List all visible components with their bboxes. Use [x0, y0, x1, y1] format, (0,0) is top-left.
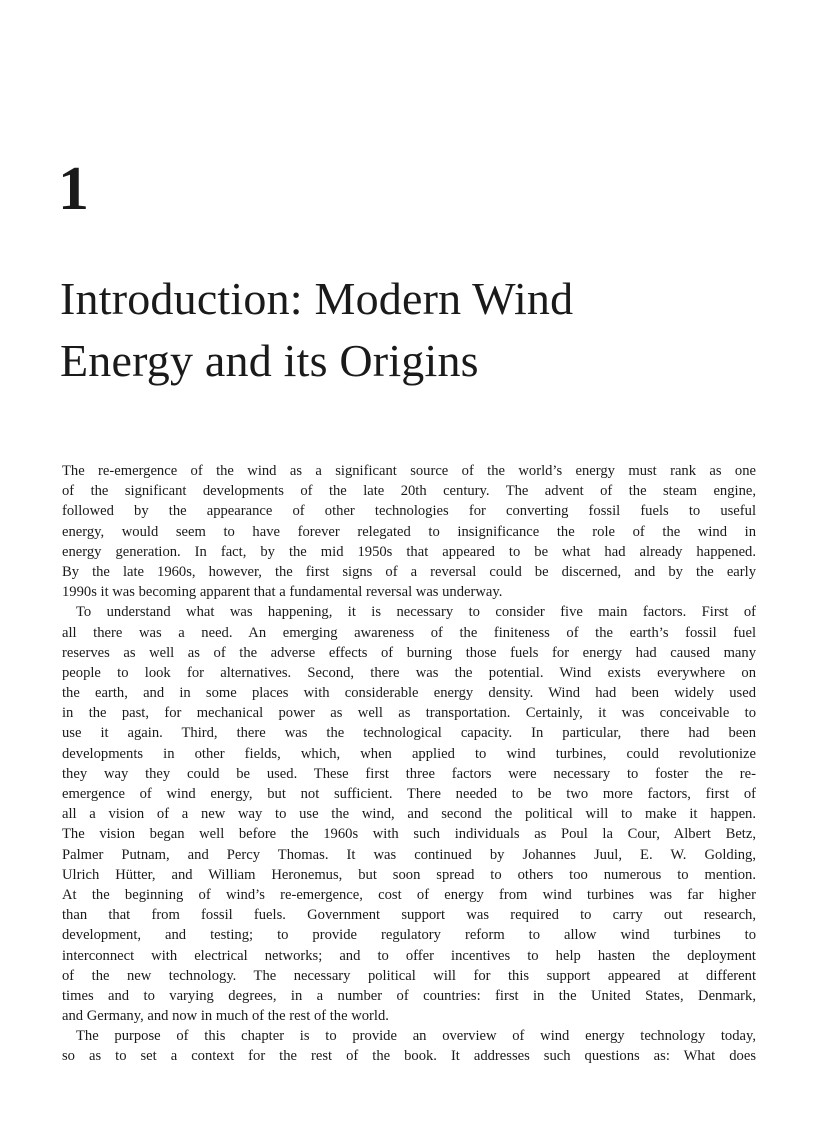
body-line: The vision began well before the 1960s with such individuals as Poul la Cour, Albert Betz,: [62, 826, 756, 843]
body-line: the earth, and in some places with considerable energy density. Wind had been widely used: [62, 685, 756, 702]
body-line: The purpose of this chapter is to provide an overview of wind energy technology today,: [76, 1028, 756, 1045]
body-line: developments in other fields, which, when applied to wind turbines, could revolutionize: [62, 745, 756, 762]
body-line: To understand what was happening, it is necessary to consider five main factors. First of: [76, 604, 756, 621]
body-line: The re-emergence of the wind as a significant source of the world’s energy must rank as one: [62, 463, 756, 479]
body-line: than that from fossil fuels. Government support was required to carry out research,: [62, 907, 756, 924]
body-line: 1990s it was becoming apparent that a fundamental reversal was underway.: [62, 584, 503, 601]
chapter-number: 1: [58, 155, 89, 223]
body-line: of the new technology. The necessary political will for this support appeared at different: [62, 967, 756, 984]
body-line: in the past, for mechanical power as well as transportation. Certainly, it was conceivable to: [62, 705, 756, 722]
body-line: At the beginning of wind’s re-emergence, cost of energy from wind turbines was far higher: [62, 886, 756, 903]
body-line: energy generation. In fact, by the mid 1950s that appeared to be what had already happened.: [62, 543, 756, 560]
body-line: By the late 1960s, however, the first signs of a reversal could be discerned, and by the early: [62, 563, 756, 580]
body-line: times and to varying degrees, in a number of countries: first in the United States, Denmark,: [62, 987, 756, 1004]
body-line: followed by the appearance of other technologies for converting fossil fuels to useful: [62, 503, 756, 520]
body-line: of the significant developments of the late 20th century. The advent of the steam engine,: [62, 483, 756, 500]
body-line: all a vision of a new way to use the wind, and second the political will to make it happen.: [62, 806, 756, 823]
body-line: all there was a need. An emerging awareness of the finiteness of the earth’s fossil fuel: [62, 624, 756, 641]
chapter-title-line: Introduction: Modern Wind: [60, 273, 574, 324]
body-line: and Germany, and now in much of the rest of the world.: [62, 1008, 389, 1025]
body-line: they way they could be used. These first three factors were necessary to foster the re-: [62, 765, 756, 782]
body-line: people to look for alternatives. Second, there was the potential. Wind exists everywhere on: [62, 664, 756, 681]
body-line: Palmer Putnam, and Percy Thomas. It was continued by Johannes Juul, E. W. Golding,: [62, 846, 756, 863]
body-line: emergence of wind energy, but not sufficient. There needed to be two more factors, first of: [62, 786, 756, 802]
chapter-title-line: Energy and its Origins: [60, 335, 479, 386]
body-line: so as to set a context for the rest of the book. It addresses such questions as: What does: [62, 1048, 756, 1065]
body-text: [62, 461, 756, 1067]
body-line: energy, would seem to have forever relegated to insignificance the role of the wind in: [62, 523, 756, 540]
body-line: reserves as well as of the adverse effects of burning those fuels for energy had caused many: [62, 644, 756, 661]
body-line: use it again. Third, there was the technological capacity. In particular, there had been: [62, 725, 756, 742]
chapter-title: [60, 268, 780, 392]
body-line: development, and testing; to provide regulatory reform to allow wind turbines to: [62, 927, 756, 944]
body-line: Ulrich Hütter, and William Heronemus, but soon spread to others too numerous to mention.: [62, 866, 756, 883]
body-line: interconnect with electrical networks; and to offer incentives to help hasten the deployment: [62, 947, 756, 964]
